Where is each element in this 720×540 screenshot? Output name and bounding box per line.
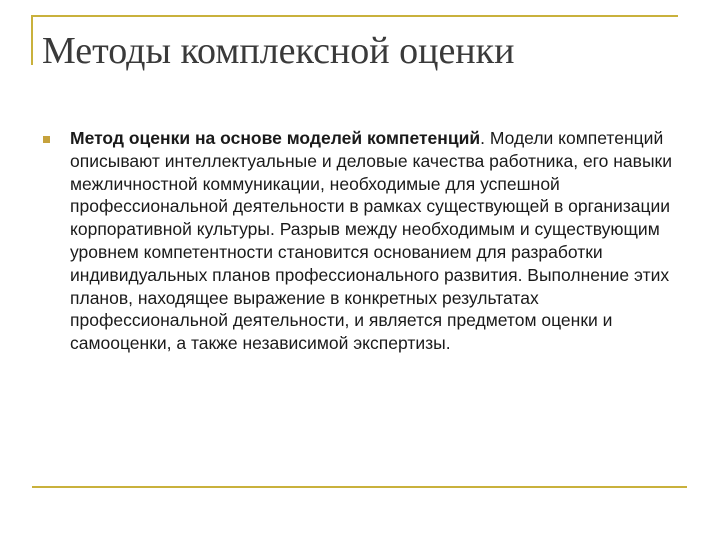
- slide-title: Методы комплексной оценки: [42, 30, 515, 72]
- title-frame-top-line: [31, 15, 678, 17]
- bullet-heading: Метод оценки на основе моделей компетенций: [70, 128, 481, 148]
- bottom-divider: [32, 486, 687, 488]
- bullet-list: [42, 127, 678, 355]
- bullet-item: [42, 127, 678, 355]
- square-bullet-icon: [43, 136, 50, 143]
- title-frame-left-line: [31, 15, 33, 65]
- bullet-body-text: . Модели компетенций описывают интеллектуальные и деловые качества работника, его навыки межличностной коммуникации, необходимые для успешной профессиональной деятельности в рамках существующей в организации корпоративной культуры. Разрыв между необходимым и существующим уровнем компетентности становится основанием для разработки индивидуальных планов профессионального развития. Выполнение этих планов, находящее выражение в конкретных результатах профессиональной деятельности, и является предметом оценки и самооценки, а также независимой экспертизы.: [70, 128, 672, 354]
